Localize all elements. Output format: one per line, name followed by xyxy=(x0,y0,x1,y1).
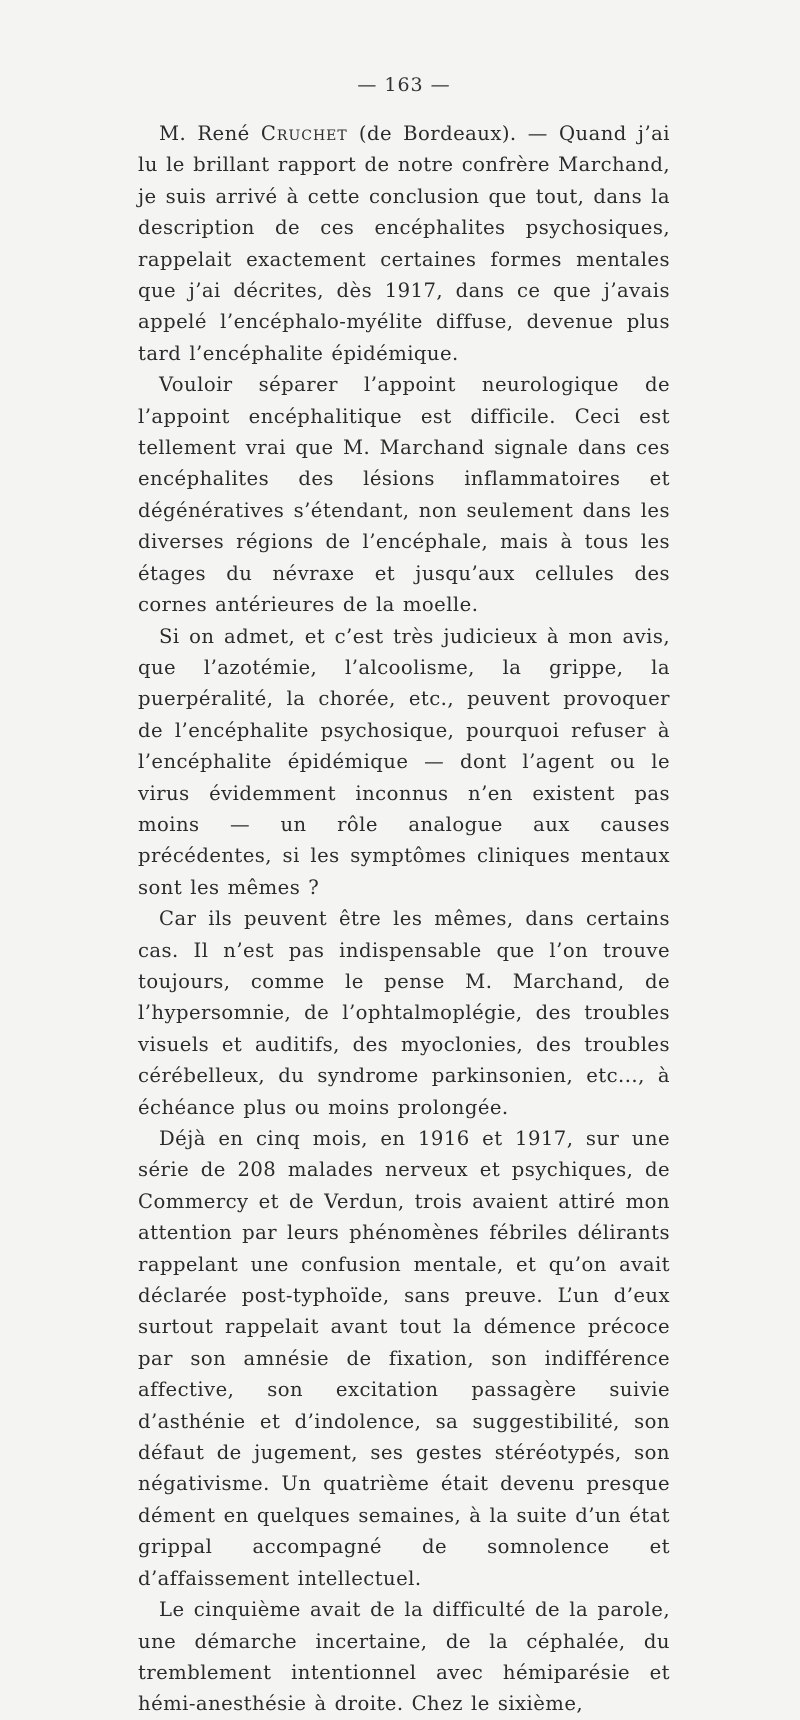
speaker-prefix: M. René xyxy=(159,122,250,145)
paragraph-2: Vouloir séparer l’appoint neurologique de l’appoint encéphalitique est difficile. Ceci est tellement vrai que M. Marchand signale dans ces encéphalites des lésions inflammatoires et dégénératives s’étendant, non seulement dans les diverses régions de l’encéphale, mais à tous les étages du névraxe et jusqu’aux cellules des cornes antérieures de la moelle. xyxy=(138,373,670,617)
page-number: — 163 — xyxy=(357,74,451,96)
paragraph-1 xyxy=(138,118,670,369)
speaker-name: Cruchet xyxy=(260,122,348,145)
paragraph-1-text: (de Bordeaux). — Quand j’ai lu le brillant rapport de notre confrère Marchand, je suis arrivé à cette conclusion que tout, dans la description de ces encéphalites psychosiques, rappelait exactement certaines formes mentales que j’ai décrites, dès 1917, dans ce que j’avais appelé l’encéphalo-myélite diffuse, devenue plus tard l’encéphalite épidémique. xyxy=(138,122,670,365)
paragraph-3: Si on admet, et c’est très judicieux à mon avis, que l’azotémie, l’alcoolisme, la grippe, la puerpéralité, la chorée, etc., peuvent provoquer de l’encéphalite psychosique, pourquoi refuser à l’encéphalite épidémique — dont l’agent ou le virus évidemment inconnus n’en existent pas moins — un rôle analogue aux causes précédentes, si les symptômes cliniques mentaux sont les mêmes ? xyxy=(138,624,670,899)
paragraph-6: Le cinquième avait de la difficulté de la parole, une démarche incertaine, de la céphalée, du tremblement intentionnel avec hémiparésie et hémi-anesthésie à droite. Chez le sixième, xyxy=(138,1598,670,1716)
body-text xyxy=(138,118,670,1720)
paragraph-4: Car ils peuvent être les mêmes, dans certains cas. Il n’est pas indispensable que l’on trouve toujours, comme le pense M. Marchand, de l’hypersomnie, de l’ophtalmoplégie, des troubles visuels et auditifs, des myoclonies, des troubles cérébelleux, du syndrome parkinsonien, etc..., à échéance plus ou moins prolongée. xyxy=(138,907,670,1119)
paragraph-5: Déjà en cinq mois, en 1916 et 1917, sur une série de 208 malades nerveux et psychiques, de Commercy et de Verdun, trois avaient attiré mon attention par leurs phénomènes fébriles délirants rappelant une confusion mentale, et qu’on avait déclarée post-typhoïde, sans preuve. L’un d’eux surtout rappelait avant tout la démence précoce par son amnésie de fixation, son indifférence affective, son excitation passagère suivie d’asthénie et d’indolence, sa suggestibilité, son défaut de jugement, ses gestes stéréotypés, son négativisme. Un quatrième était devenu presque dément en quelques semaines, à la suite d’un état grippal accompagné de somnolence et d’affaissement intellectuel. xyxy=(138,1127,670,1590)
